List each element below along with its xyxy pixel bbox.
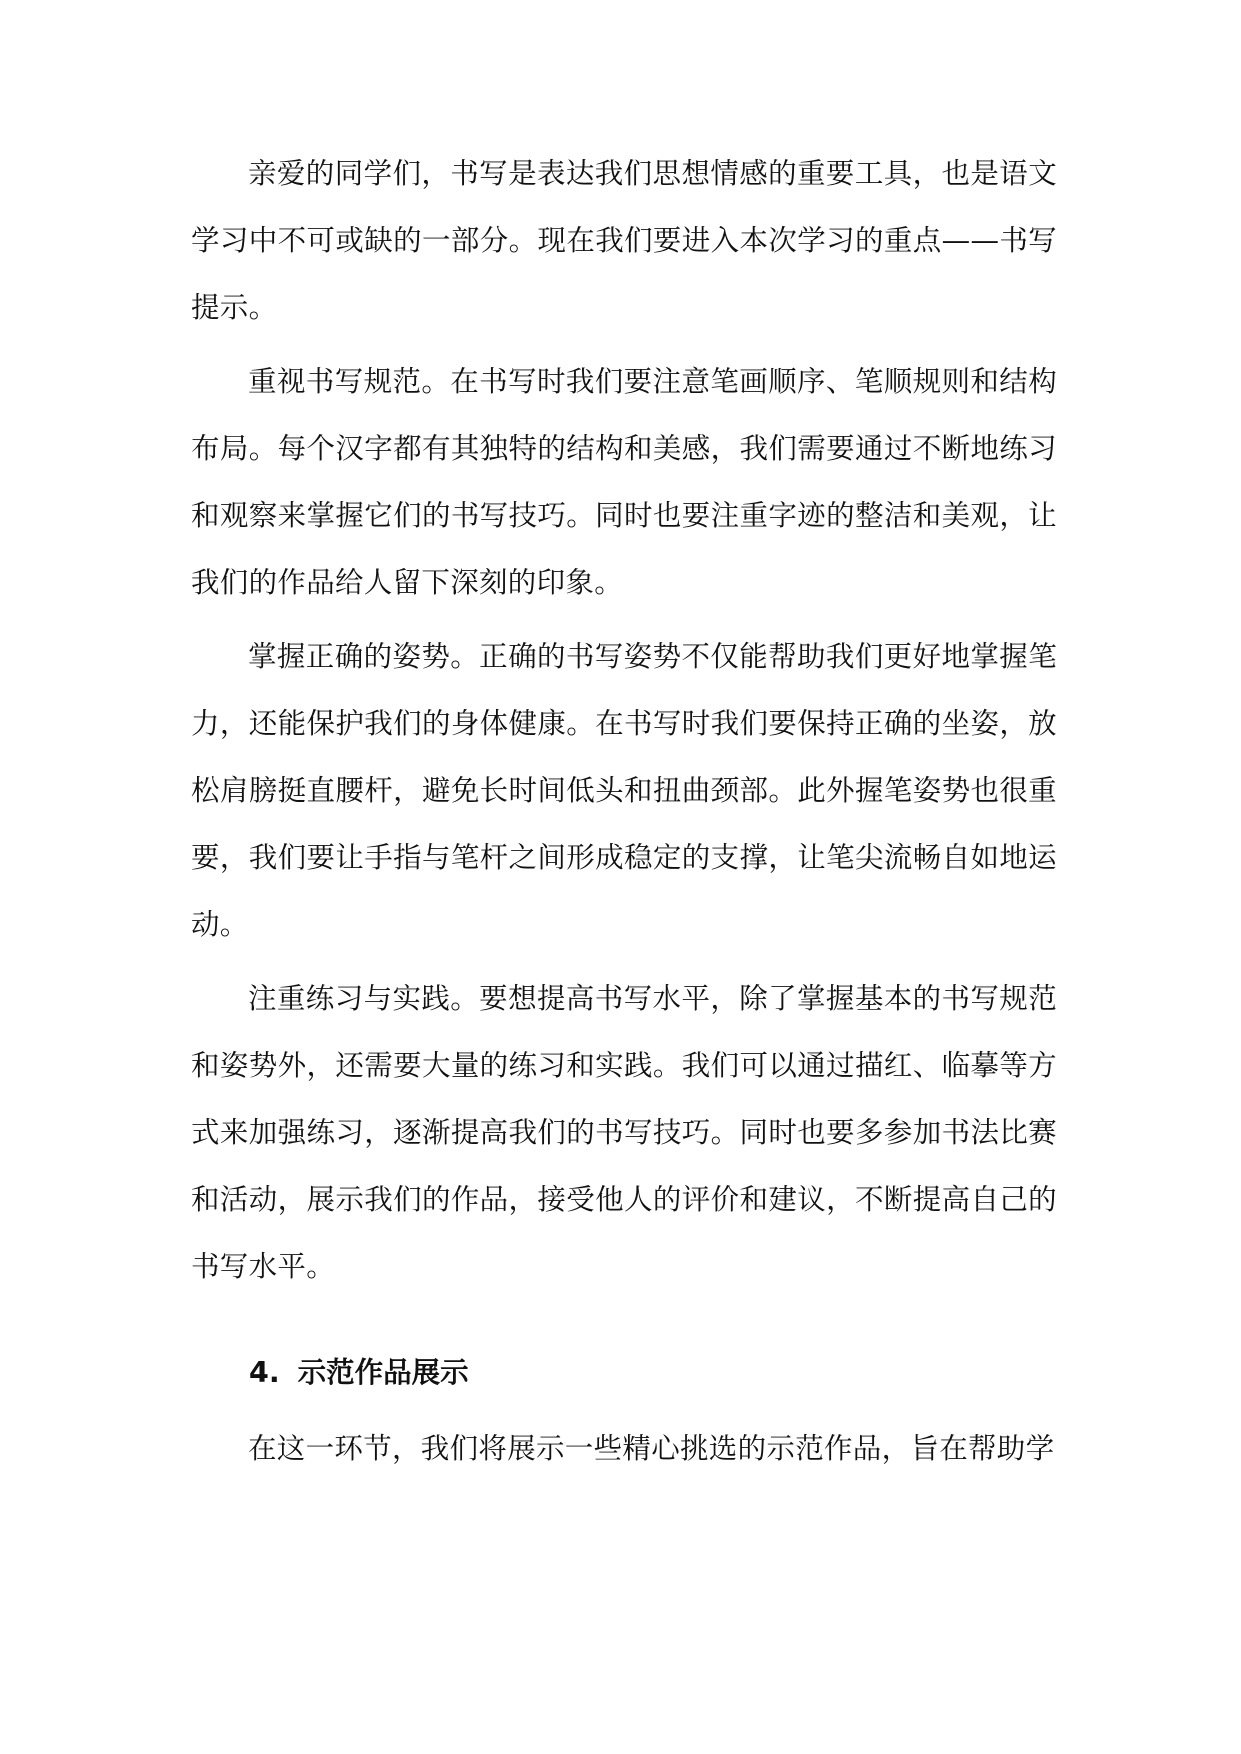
paragraph-intro: 亲爱的同学们，书写是表达我们思想情感的重要工具，也是语文学习中不可或缺的一部分。现在我们要进入本次学习的重点——书写提示。 <box>191 157 1057 324</box>
paragraph-writing-standards: 重视书写规范。在书写时我们要注意笔画顺序、笔顺规则和结构布局。每个汉字都有其独特的结构和美感，我们需要通过不断地练习和观察来掌握它们的书写技巧。同时也要注重字迹的整洁和美观，让我们的作品给人留下深刻的印象。 <box>191 365 1057 599</box>
paragraph-posture: 掌握正确的姿势。正确的书写姿势不仅能帮助我们更好地掌握笔力，还能保护我们的身体健康。在书写时我们要保持正确的坐姿，放松肩膀挺直腰杆，避免长时间低头和扭曲颈部。此外握笔姿势也很重要，我们要让手指与笔杆之间形成稳定的支撑，让笔尖流畅自如地运动。 <box>191 640 1057 941</box>
paragraph-showcase: 在这一环节，我们将展示一些精心挑选的示范作品，旨在帮助学 <box>248 1432 1055 1465</box>
paragraph-practice: 注重练习与实践。要想提高书写水平，除了掌握基本的书写规范和姿势外，还需要大量的练习和实践。我们可以通过描红、临摹等方式来加强练习，逐渐提高我们的书写技巧。同时也要多参加书法比赛和活动，展示我们的作品，接受他人的评价和建议，不断提高自己的书写水平。 <box>191 982 1057 1283</box>
section-title: 示范作品展示 <box>297 1356 469 1389</box>
section-heading <box>191 1339 1057 1406</box>
document-body <box>191 140 1057 1489</box>
section-number: 4. <box>249 1356 280 1389</box>
